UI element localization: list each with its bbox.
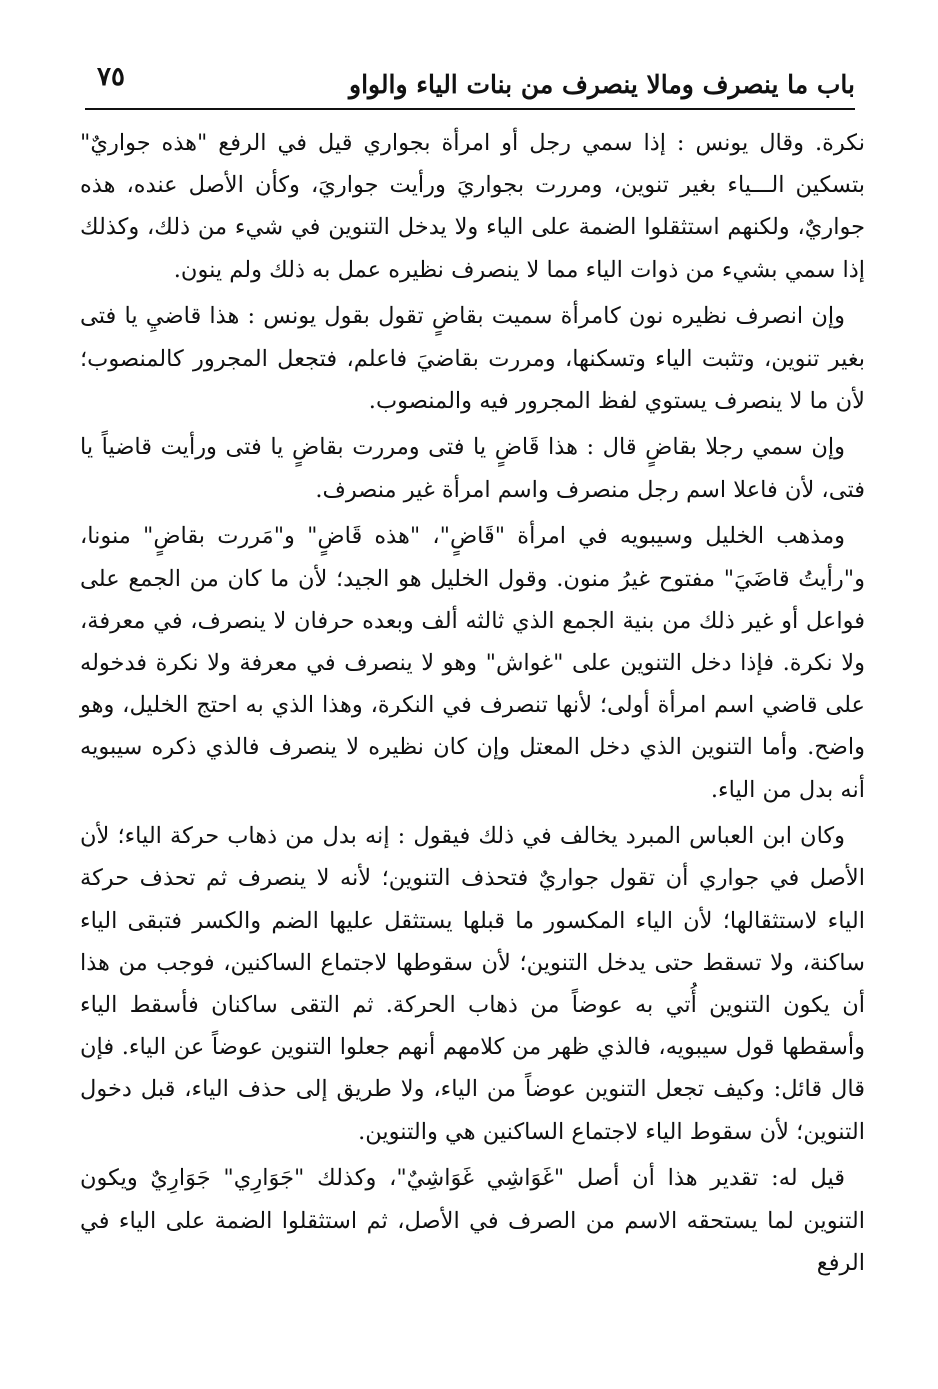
chapter-title: باب ما ينصرف ومالا ينصرف من بنات الياء والواو [349, 70, 855, 99]
paragraph: قيل له: تقدير هذا أن أصل "غَوَاشِي غَوَاشِيٌ"، وكذلك "جَوَارِي" جَوَارِيٌ ويكون التنوين لما يستحقه الاسم من الصرف في الأصل، ثم استثقلوا الضمة على الياء في الرفع [80, 1165, 865, 1276]
page-header [85, 48, 855, 110]
paragraph-continued: نكرة. وقال يونس : إذا سمي رجل أو امرأة بجواري قيل في الرفع "هذه جواريٌ" بتسكين الـــياء بغير تنوين، ومررت بجواريَ ورأيت جواريَ، وكأن الأصل عنده، هذه جواريٌ، ولكنهم استثقلوا الضمة على الياء ولا يدخل التنوين في شيء من ذلك، وكذلك إذا سمي بشيء من ذوات الياء مما لا ينصرف نظيره عمل به ذلك ولم ينون. [80, 130, 865, 283]
page-number: ٧٥ [97, 62, 125, 92]
body-text [80, 122, 865, 1288]
header-rule [85, 108, 855, 110]
paragraph: وإن سمي رجلا بقاضٍ قال : هذا قَاضٍ يا فتى ومررت بقاضٍ يا فتى ورأيت قاضياً يا فتى، لأن فاعلا اسم رجل منصرف واسم امرأة غير منصرف. [80, 434, 865, 503]
paragraph: وكان ابن العباس المبرد يخالف في ذلك فيقول : إنه بدل من ذهاب حركة الياء؛ لأن الأصل في جواري أن تقول جواريٌ فتحذف التنوين؛ لأنه لا ينصرف ثم تحذف حركة الياء لاستثقالها؛ لأن الياء المكسور ما قبلها يستثقل عليها الضم والكسر فتبقى الياء ساكنة، ولا تسقط حتى يدخل التنوين؛ لأن سقوطها لاجتماع الساكنين، فوجب من هذا أن يكون التنوين أُتي به عوضاً من ذهاب الحركة. ثم التقى ساكنان فأسقط الياء وأسقطها قول سيبويه، فالذي ظهر من كلامهم أنهم جعلوا التنوين عوضاً عن الياء. فإن قال قائل: وكيف تجعل التنوين عوضاً من الياء، ولا طريق إلى حذف الياء، قبل دخول التنوين؛ لأن سقوط الياء لاجتماع الساكنين هي والتنوين. [80, 823, 865, 1145]
paragraph: وإن انصرف نظيره نون كامرأة سميت بقاضٍ تقول بقول يونس : هذا قاضيِ يا فتى بغير تنوين، وتثبت الياء وتسكنها، ومررت بقاضيَ فاعلم، فتجعل المجرور كالمنصوب؛ لأن ما لا ينصرف يستوي لفظ المجرور فيه والمنصوب. [80, 303, 865, 414]
paragraph: ومذهب الخليل وسيبويه في امرأة "قَاضٍ"، "هذه قَاضٍ" و"مَررت بقاضٍ" منونا، و"رأيتُ قاضَيَ" مفتوح غيرُ منون. وقول الخليل هو الجيد؛ لأن ما كان من الجمع على فواعل أو غير ذلك من بنية الجمع الذي ثالثه ألف وبعده حرفان لا ينصرف، في معرفة، ولا نكرة. فإذا دخل التنوين على "غواش" وهو لا ينصرف في معرفة ولا نكرة فدخوله على قاضي اسم امرأة أولى؛ لأنها تنصرف في النكرة، وهذا الذي به احتج الخليل، وهو واضح. وأما التنوين الذي دخل المعتل وإن كان نظيره لا ينصرف فالذي ذكره سيبويه أنه بدل من الياء. [80, 523, 866, 803]
